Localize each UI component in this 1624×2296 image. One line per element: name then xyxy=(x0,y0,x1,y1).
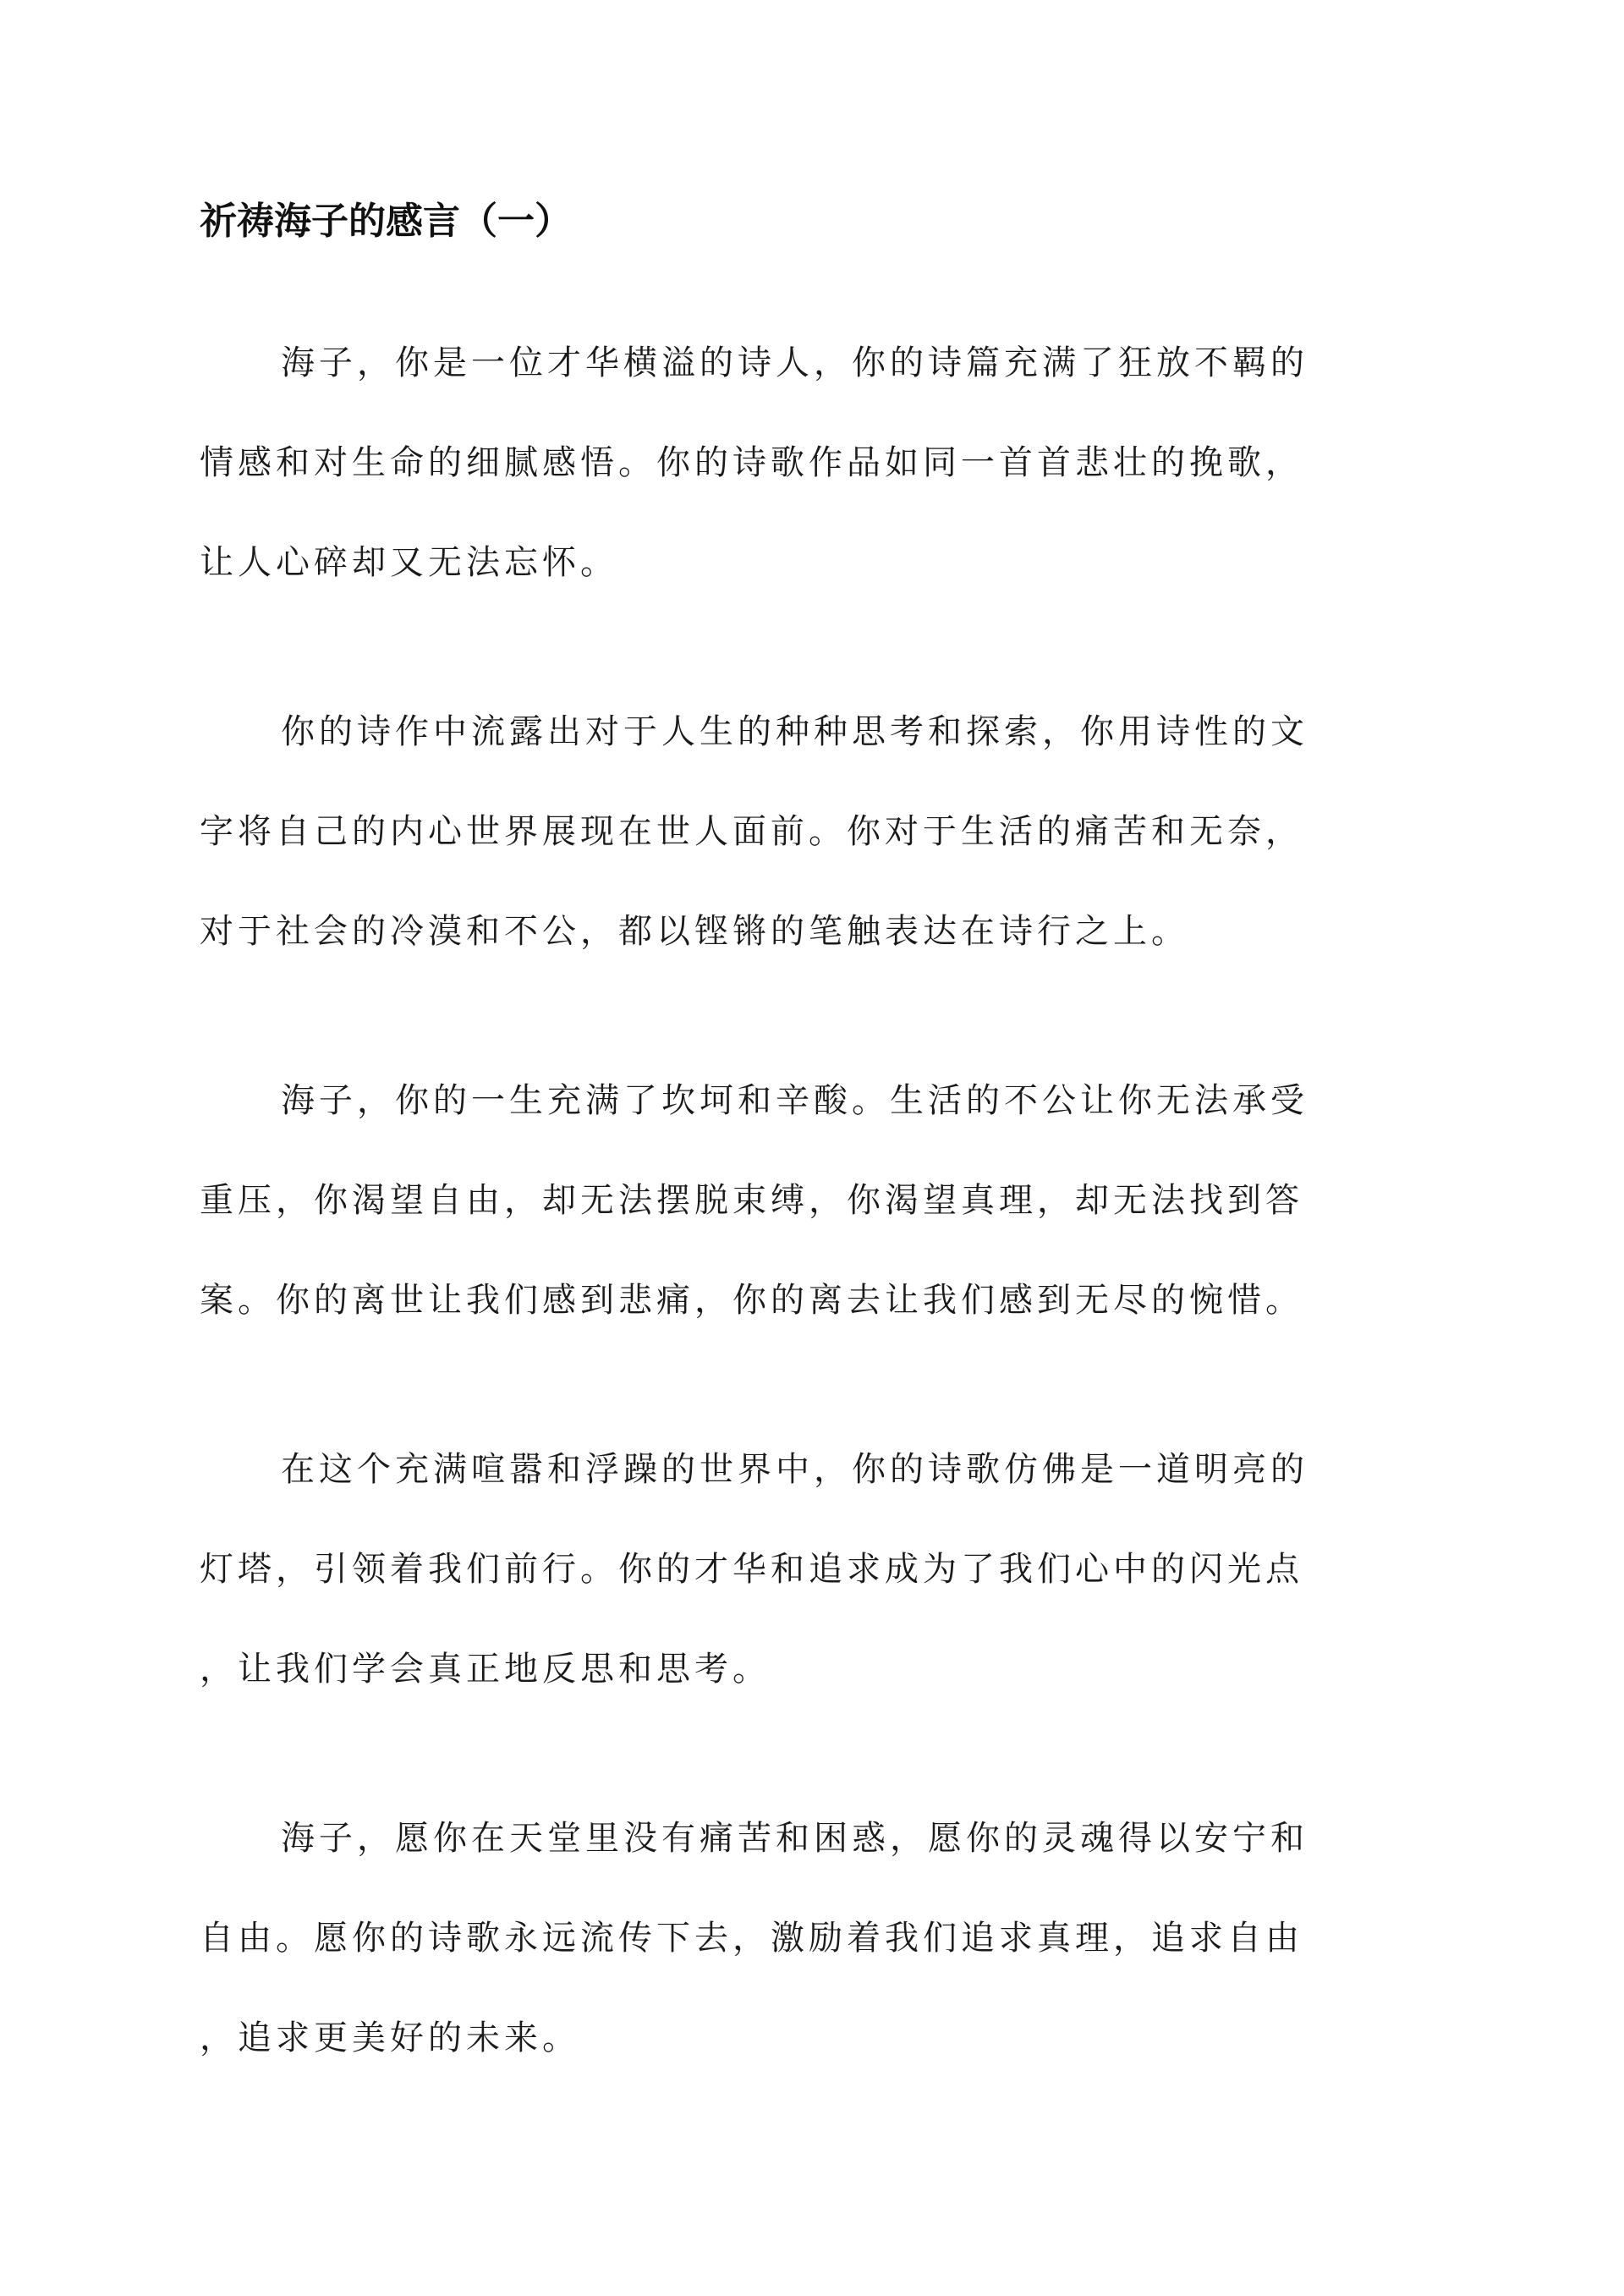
paragraph-line: 让人心碎却又无法忘怀。 xyxy=(200,543,618,582)
paragraph-1 xyxy=(200,313,1426,612)
paragraph-line: ，让我们学会真正地反思和思考。 xyxy=(200,1650,771,1689)
paragraph-3 xyxy=(200,1051,1426,1350)
paragraph-line: ，追求更美好的未来。 xyxy=(200,2019,580,2057)
paragraph-line: 案。你的离世让我们感到悲痛，你的离去让我们感到无尽的惋惜。 xyxy=(200,1281,1303,1320)
paragraph-line: 海子，你是一位才华横溢的诗人，你的诗篇充满了狂放不羁的 xyxy=(281,343,1309,382)
paragraph-4 xyxy=(200,1420,1426,1719)
paragraph-5 xyxy=(200,1788,1426,2088)
paragraph-2 xyxy=(200,682,1426,981)
paragraph-line: 在这个充满喧嚣和浮躁的世界中，你的诗歌仿佛是一道明亮的 xyxy=(281,1450,1309,1489)
paragraph-line: 情感和对生命的细腻感悟。你的诗歌作品如同一首首悲壮的挽歌， xyxy=(200,443,1303,482)
paragraph-line: 字将自己的内心世界展现在世人面前。你对于生活的痛苦和无奈， xyxy=(200,812,1303,851)
document-body xyxy=(200,313,1426,2157)
paragraph-line: 海子，愿你在天堂里没有痛苦和困惑，愿你的灵魂得以安宁和 xyxy=(281,1819,1309,1858)
paragraph-line: 自由。愿你的诗歌永远流传下去，激励着我们追求真理，追求自由 xyxy=(200,1919,1303,1958)
paragraph-line: 海子，你的一生充满了坎坷和辛酸。生活的不公让你无法承受 xyxy=(281,1081,1309,1120)
paragraph-line: 你的诗作中流露出对于人生的种种思考和探索，你用诗性的文 xyxy=(281,712,1309,751)
paragraph-line: 重压，你渴望自由，却无法摆脱束缚，你渴望真理，却无法找到答 xyxy=(200,1181,1303,1220)
paragraph-line: 对于社会的冷漠和不公，都以铿锵的笔触表达在诗行之上。 xyxy=(200,912,1189,951)
document-title: 祈祷海子的感言（一） xyxy=(200,200,572,243)
paragraph-line: 灯塔，引领着我们前行。你的才华和追求成为了我们心中的闪光点 xyxy=(200,1550,1303,1589)
